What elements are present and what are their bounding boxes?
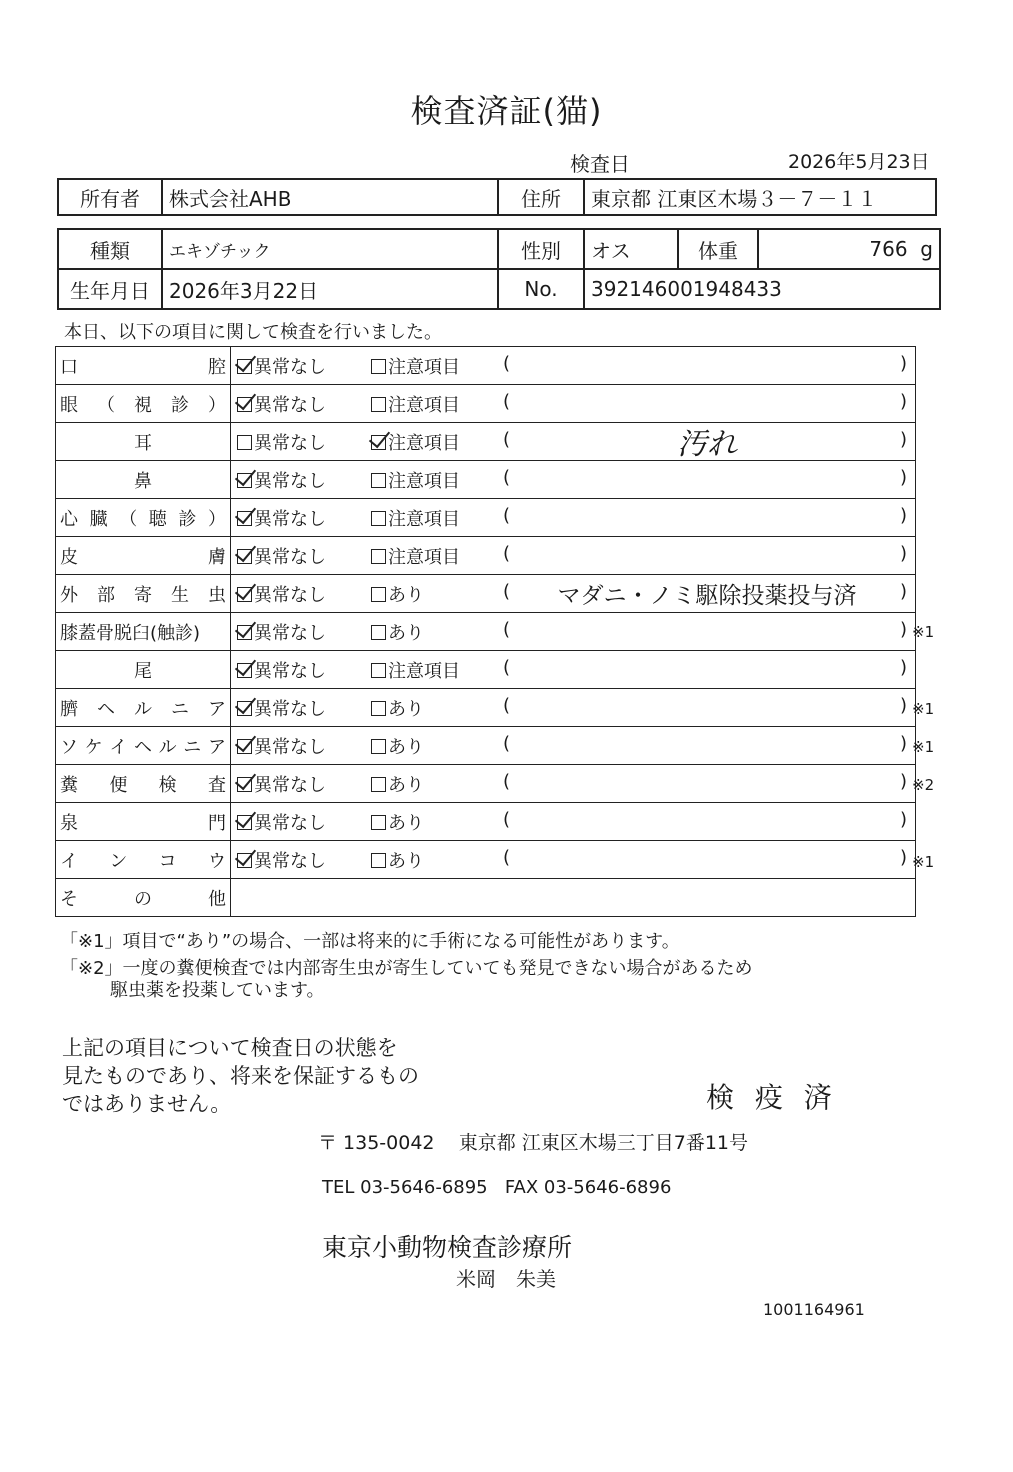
item-name-char: 口 xyxy=(60,356,78,378)
normal-option-label: 異常なし xyxy=(254,547,326,568)
item-name xyxy=(56,423,231,461)
item-name-char: ケ xyxy=(84,736,103,758)
table-row xyxy=(56,765,916,803)
open-paren: ( xyxy=(503,733,511,754)
normal-option[interactable] xyxy=(237,543,326,569)
checkbox-icon[interactable] xyxy=(237,777,252,792)
close-paren: ) xyxy=(899,581,907,602)
item-name-char: ル xyxy=(134,698,152,720)
number-label: No. xyxy=(498,269,584,309)
item-name xyxy=(56,727,231,765)
item-result xyxy=(231,499,916,537)
item-name-char: 泉 xyxy=(60,812,78,834)
inspection-date-value: 2026年5月23日 xyxy=(788,151,930,173)
address-value: 東京都 江東区木場３－７－１１ xyxy=(584,179,936,215)
close-paren: ) xyxy=(899,695,907,716)
item-name-char: 臍 xyxy=(60,698,78,720)
close-paren: ) xyxy=(899,429,907,450)
item-result xyxy=(231,727,916,765)
item-name xyxy=(56,575,231,613)
number-value: 392146001948433 xyxy=(584,269,940,309)
statement-line: 見たものであり、将来を保証するもの xyxy=(62,1064,419,1088)
second-option-label: 注意項目 xyxy=(388,395,460,416)
owner-table xyxy=(57,178,937,216)
footnote-2: 「※2」一度の糞便検査では内部寄生虫が寄生していても発見できない場合があるため xyxy=(60,958,753,979)
item-name-char: 外 xyxy=(60,584,78,606)
normal-option[interactable] xyxy=(237,619,326,645)
item-name-char: 寄 xyxy=(134,584,152,606)
second-option-label: 注意項目 xyxy=(388,547,460,568)
checkbox-icon[interactable] xyxy=(371,473,386,488)
item-name-char: 膚 xyxy=(208,546,226,568)
item-name-char: そ xyxy=(60,888,78,910)
item-name xyxy=(56,461,231,499)
normal-option[interactable] xyxy=(237,391,326,417)
item-note: マダニ・ノミ駆除投薬投与済 xyxy=(557,583,857,609)
checkbox-icon[interactable] xyxy=(371,663,386,678)
second-option[interactable] xyxy=(371,695,424,721)
item-name-char: 眼 xyxy=(60,394,78,416)
item-result xyxy=(231,689,916,727)
normal-option-label: 異常なし xyxy=(254,699,326,720)
checkbox-icon[interactable] xyxy=(371,397,386,412)
item-name-char: ン xyxy=(109,850,128,872)
normal-option-label: 異常なし xyxy=(254,585,326,606)
checkbox-icon[interactable] xyxy=(237,587,252,602)
item-name-char: ア xyxy=(208,698,226,720)
checkbox-icon[interactable] xyxy=(371,549,386,564)
item-name-char: コ xyxy=(158,850,177,872)
contact-line xyxy=(322,1177,671,1198)
fax-number: FAX 03-5646-6896 xyxy=(504,1177,672,1198)
item-name-char: ） xyxy=(208,394,226,416)
sex-value: オス xyxy=(584,229,678,269)
breed-label: 種類 xyxy=(58,229,162,269)
item-name-char: ） xyxy=(207,508,226,530)
normal-option-label: 異常なし xyxy=(254,737,326,758)
footnote-mark: ※2 xyxy=(912,776,935,795)
open-paren: ( xyxy=(503,619,511,640)
footnote-mark: ※1 xyxy=(912,738,935,756)
normal-option[interactable] xyxy=(237,733,326,759)
footnote-mark: ※1 xyxy=(912,852,935,871)
open-paren: ( xyxy=(503,809,511,830)
second-option-label: あり xyxy=(388,775,424,796)
close-paren: ) xyxy=(899,771,907,792)
item-name-char: 検 xyxy=(158,774,177,796)
item-name-char: 腔 xyxy=(208,356,226,378)
checkbox-icon[interactable] xyxy=(371,587,386,602)
open-paren: ( xyxy=(503,429,511,450)
item-name xyxy=(56,499,231,537)
item-name-char: イ xyxy=(109,736,128,758)
item-name-char: 尾 xyxy=(134,660,152,682)
table-row xyxy=(56,461,916,499)
close-paren: ) xyxy=(899,391,907,412)
checkbox-icon[interactable] xyxy=(237,435,252,450)
veterinarian-name: 米岡 朱美 xyxy=(456,1267,556,1291)
second-option[interactable] xyxy=(371,847,424,873)
normal-option[interactable] xyxy=(237,695,326,721)
table-row xyxy=(56,575,916,613)
normal-option[interactable] xyxy=(237,771,326,797)
quarantine-stamp: 検 疫 済 xyxy=(706,1081,838,1114)
weight-label: 体重 xyxy=(678,229,758,269)
item-name xyxy=(56,803,231,841)
intro-text: 本日、以下の項目に関して検査を行いました。 xyxy=(64,322,442,343)
statement-line: 上記の項目について検査日の状態を xyxy=(62,1036,398,1060)
open-paren: ( xyxy=(503,353,511,374)
normal-option[interactable] xyxy=(237,353,326,379)
item-name-char: ル xyxy=(158,736,177,758)
checkbox-icon[interactable] xyxy=(371,853,386,868)
animal-table xyxy=(57,228,941,310)
item-name xyxy=(56,879,231,917)
checkbox-icon[interactable] xyxy=(371,815,386,830)
item-name-char: （ xyxy=(97,394,115,416)
table-row xyxy=(56,347,916,385)
normal-option[interactable] xyxy=(237,505,326,531)
close-paren: ) xyxy=(899,733,907,754)
owner-label: 所有者 xyxy=(58,179,162,215)
item-result xyxy=(231,575,916,613)
footnote-mark: ※1 xyxy=(912,623,935,642)
second-option[interactable] xyxy=(371,733,424,759)
weight-value: 766 xyxy=(869,237,908,261)
second-option-label: 注意項目 xyxy=(388,471,460,492)
second-option[interactable] xyxy=(371,467,460,493)
item-name-char: 便 xyxy=(109,774,128,796)
item-name-char: 部 xyxy=(97,584,115,606)
table-row xyxy=(56,385,916,423)
table-row xyxy=(56,727,916,765)
item-result xyxy=(231,765,916,803)
close-paren: ) xyxy=(899,467,907,488)
item-name-char: ヘ xyxy=(97,698,115,720)
item-name-char: 臓 xyxy=(89,508,108,530)
breed-value: エキゾチック xyxy=(162,229,498,269)
normal-option[interactable] xyxy=(237,657,326,683)
item-name-char: の xyxy=(134,888,152,910)
item-result xyxy=(231,423,916,461)
second-option[interactable] xyxy=(371,505,460,531)
second-option[interactable] xyxy=(371,581,424,607)
normal-option-label: 異常なし xyxy=(254,395,326,416)
normal-option-label: 異常なし xyxy=(254,851,326,872)
open-paren: ( xyxy=(503,467,511,488)
birthdate-label: 生年月日 xyxy=(58,269,162,309)
item-name xyxy=(56,765,231,803)
checkbox-icon[interactable] xyxy=(371,777,386,792)
normal-option[interactable] xyxy=(237,581,326,607)
item-result xyxy=(231,461,916,499)
table-row xyxy=(56,423,916,461)
item-name xyxy=(56,537,231,575)
checkbox-icon[interactable] xyxy=(237,815,252,830)
normal-option[interactable] xyxy=(237,809,326,835)
normal-option[interactable] xyxy=(237,429,326,455)
checkbox-icon[interactable] xyxy=(237,701,252,716)
item-name xyxy=(56,689,231,727)
item-name-char: ウ xyxy=(207,850,226,872)
sex-label: 性別 xyxy=(498,229,584,269)
item-name-char: 聴 xyxy=(148,508,167,530)
second-option[interactable] xyxy=(371,429,460,455)
checkbox-icon[interactable] xyxy=(237,473,252,488)
table-row xyxy=(56,803,916,841)
birthdate-value: 2026年3月22日 xyxy=(162,269,498,309)
second-option[interactable] xyxy=(371,657,460,683)
close-paren: ) xyxy=(899,505,907,526)
checkbox-icon[interactable] xyxy=(371,739,386,754)
table-row xyxy=(56,689,916,727)
close-paren: ) xyxy=(899,847,907,868)
statement-line: ではありません。 xyxy=(62,1092,232,1116)
checkbox-icon[interactable] xyxy=(237,359,252,374)
checkbox-icon[interactable] xyxy=(237,739,252,754)
open-paren: ( xyxy=(503,581,511,602)
item-name-char: 鼻 xyxy=(134,470,152,492)
second-option-label: 注意項目 xyxy=(388,509,460,530)
second-option-label: 注意項目 xyxy=(388,357,460,378)
second-option-label: あり xyxy=(388,585,424,606)
footnote-mark: ※1 xyxy=(912,699,935,718)
checkbox-icon[interactable] xyxy=(237,853,252,868)
item-name-char: ア xyxy=(207,736,226,758)
item-name-char: ニ xyxy=(171,698,189,720)
open-paren: ( xyxy=(503,771,511,792)
second-option-label: あり xyxy=(388,699,424,720)
item-result xyxy=(231,537,916,575)
item-name-char: イ xyxy=(60,850,78,872)
clinic-name: 東京小動物検査診療所 xyxy=(322,1233,573,1262)
serial-number: 1001164961 xyxy=(763,1300,865,1319)
inspection-items-table xyxy=(55,346,916,917)
item-name-char: 門 xyxy=(208,812,226,834)
second-option-label: 注意項目 xyxy=(388,433,460,454)
open-paren: ( xyxy=(503,695,511,716)
second-option-label: あり xyxy=(388,813,424,834)
item-result xyxy=(231,613,916,651)
owner-value: 株式会社AHB xyxy=(162,179,498,215)
item-name-char: ソ xyxy=(60,736,78,758)
item-result xyxy=(231,803,916,841)
normal-option-label: 異常なし xyxy=(254,813,326,834)
checkbox-icon[interactable] xyxy=(237,549,252,564)
close-paren: ) xyxy=(899,543,907,564)
item-name-char: 皮 xyxy=(60,546,78,568)
address-label: 住所 xyxy=(498,179,584,215)
normal-option-label: 異常なし xyxy=(254,433,326,454)
item-result xyxy=(231,347,916,385)
item-name xyxy=(56,651,231,689)
checkbox-icon[interactable] xyxy=(237,625,252,640)
open-paren: ( xyxy=(503,543,511,564)
normal-option-label: 異常なし xyxy=(254,471,326,492)
item-name xyxy=(56,841,231,879)
second-option-label: あり xyxy=(388,623,424,644)
checkbox-icon[interactable] xyxy=(371,701,386,716)
footnote-3: 駆虫薬を投薬しています。 xyxy=(110,980,325,1001)
weight-unit: g xyxy=(920,237,933,261)
item-name-char: 虫 xyxy=(208,584,226,606)
close-paren: ) xyxy=(899,657,907,678)
checkbox-icon[interactable] xyxy=(371,359,386,374)
item-name-char: 生 xyxy=(171,584,189,606)
close-paren: ) xyxy=(899,353,907,374)
item-note: 汚れ xyxy=(677,427,737,462)
item-name xyxy=(56,385,231,423)
checkbox-icon[interactable] xyxy=(237,663,252,678)
open-paren: ( xyxy=(503,657,511,678)
item-name xyxy=(56,347,231,385)
item-result xyxy=(231,385,916,423)
close-paren: ) xyxy=(899,619,907,640)
second-option-label: 注意項目 xyxy=(388,661,460,682)
item-name-char: 膝蓋骨脱臼(触診) xyxy=(60,622,201,644)
clinic-address: 東京都 江東区木場三丁目7番11号 xyxy=(458,1132,748,1154)
table-row xyxy=(56,651,916,689)
normal-option-label: 異常なし xyxy=(254,661,326,682)
item-name xyxy=(56,613,231,651)
table-row xyxy=(56,499,916,537)
second-option[interactable] xyxy=(371,619,424,645)
tel-number: TEL 03-5646-6895 xyxy=(322,1177,488,1198)
document-title: 検査済証(猫) xyxy=(410,92,603,130)
item-name-char: 心 xyxy=(60,508,78,530)
second-option[interactable] xyxy=(371,771,424,797)
checkbox-icon[interactable] xyxy=(371,435,386,450)
item-name-char: （ xyxy=(119,508,138,530)
disclaimer-statement xyxy=(62,1034,419,1118)
checkbox-icon[interactable] xyxy=(371,625,386,640)
close-paren: ) xyxy=(899,809,907,830)
clinic-address-line xyxy=(318,1128,748,1155)
item-name-char: 査 xyxy=(207,774,226,796)
second-option[interactable] xyxy=(371,353,460,379)
item-name-char: 他 xyxy=(208,888,226,910)
second-option-label: あり xyxy=(388,737,424,758)
second-option-label: あり xyxy=(388,851,424,872)
item-name-char: 耳 xyxy=(134,432,152,454)
item-name-char: 診 xyxy=(171,394,189,416)
open-paren: ( xyxy=(503,847,511,868)
table-row-other xyxy=(56,879,916,917)
checkbox-icon[interactable] xyxy=(371,511,386,526)
second-option[interactable] xyxy=(371,543,460,569)
normal-option-label: 異常なし xyxy=(254,623,326,644)
normal-option-label: 異常なし xyxy=(254,775,326,796)
inspection-date-label: 検査日 xyxy=(570,152,630,176)
other-remarks xyxy=(231,879,916,917)
postal-code: 〒 135-0042 xyxy=(318,1132,435,1154)
second-option[interactable] xyxy=(371,391,460,417)
item-name-char: 視 xyxy=(134,394,152,416)
table-row xyxy=(56,537,916,575)
table-row xyxy=(56,613,916,651)
open-paren: ( xyxy=(503,391,511,412)
second-option[interactable] xyxy=(371,809,424,835)
normal-option-label: 異常なし xyxy=(254,509,326,530)
item-name-char: ヘ xyxy=(133,736,152,758)
footnote-1: 「※1」項目で“あり”の場合、一部は将来的に手術になる可能性があります。 xyxy=(60,931,680,952)
item-name-char: ニ xyxy=(183,736,202,758)
normal-option-label: 異常なし xyxy=(254,357,326,378)
item-result xyxy=(231,841,916,879)
normal-option[interactable] xyxy=(237,847,326,873)
weight-cell xyxy=(758,229,940,269)
normal-option[interactable] xyxy=(237,467,326,493)
item-name-char: 診 xyxy=(178,508,197,530)
open-paren: ( xyxy=(503,505,511,526)
table-row xyxy=(56,841,916,879)
item-result xyxy=(231,651,916,689)
item-name-char: 糞 xyxy=(60,774,78,796)
checkbox-icon[interactable] xyxy=(237,397,252,412)
checkbox-icon[interactable] xyxy=(237,511,252,526)
